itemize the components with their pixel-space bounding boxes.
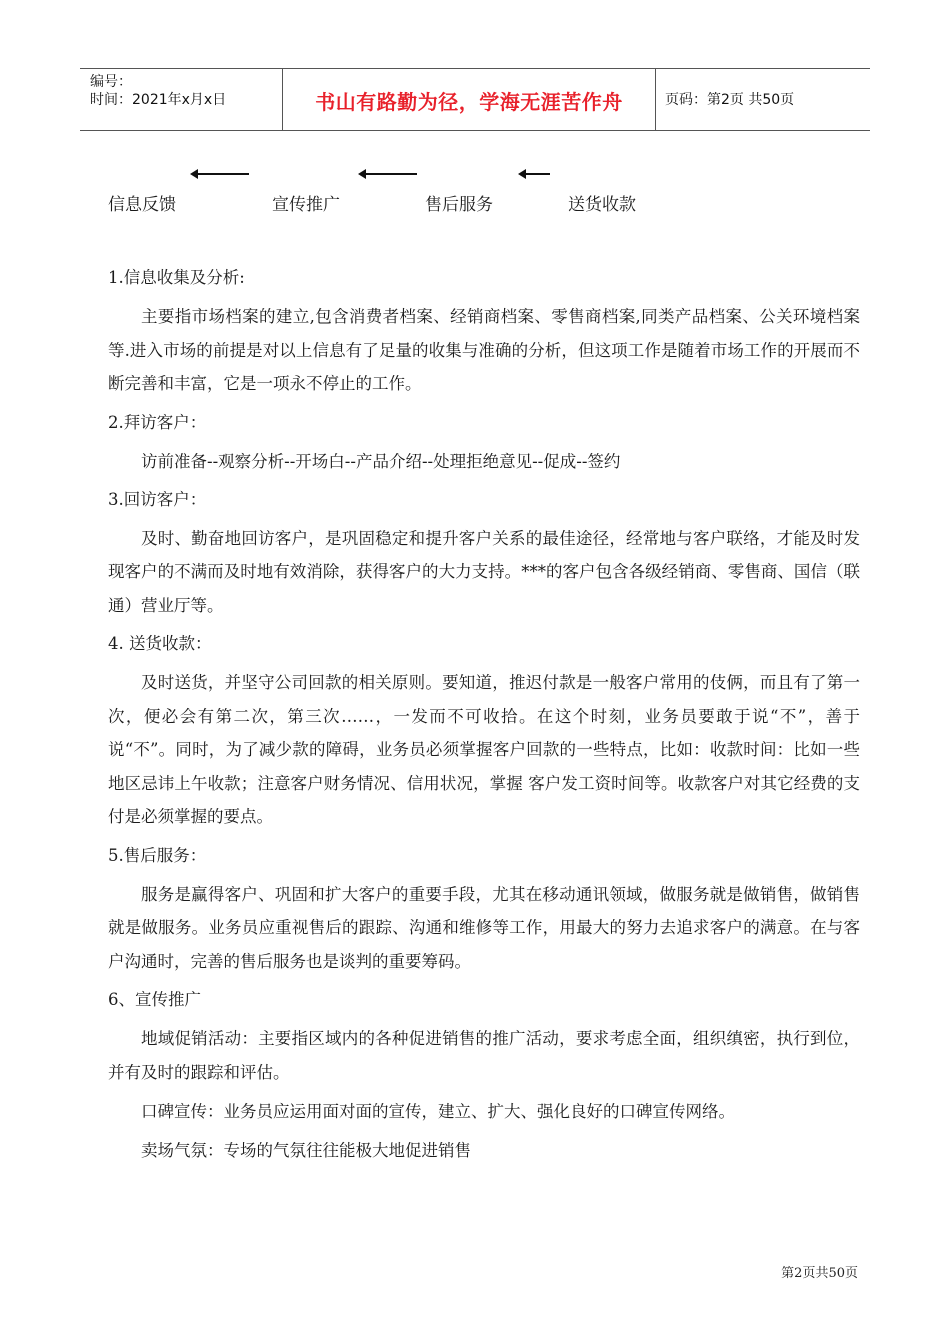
- header-motto-cell: [282, 69, 656, 130]
- flow-label-feedback: 信息反馈: [108, 195, 176, 215]
- header-page-cell: [655, 69, 870, 130]
- section-1-paragraph: 主要指市场档案的建立,包含消费者档案、经销商档案、零售商档案,同类产品档案、公关环境档案等.进入市场的前提是对以上信息有了足量的收集与准确的分析，但这项工作是随着市场工作的开展而不断完善和丰富，它是一项永不停止的工作。: [108, 307, 860, 393]
- section-5-heading: 5.售后服务：: [108, 845, 207, 865]
- document-body: [108, 262, 860, 1173]
- section-4-heading: 4. 送货收款：: [108, 634, 212, 653]
- section-2-heading: 2.拜访客户：: [108, 412, 207, 432]
- flow-arrow-3: [525, 173, 550, 175]
- section-6-store-atmosphere: 卖场气氛：专场的气氛往往能极大地促进销售: [141, 1141, 471, 1160]
- section-6-word-of-mouth: 口碑宣传：业务员应运用面对面的宣传，建立、扩大、强化良好的口碑宣传网络。: [141, 1102, 735, 1121]
- page-footer: 第2页共50页: [781, 1266, 858, 1281]
- page-header: [80, 68, 870, 131]
- time-label: 时间：2021年x月x日: [90, 92, 227, 108]
- flow-label-promotion: 宣传推广: [272, 195, 340, 215]
- flow-label-after-sales: 售后服务: [425, 195, 493, 215]
- page-code: 页码：第2页 共50页: [665, 92, 795, 108]
- section-1-heading: 1.信息收集及分析:: [108, 268, 245, 287]
- section-3-paragraph: 及时、勤奋地回访客户，是巩固稳定和提升客户关系的最佳途径，经常地与客户联络，才能及时发现客户的不满而及时地有效消除，获得客户的大力支持。***的客户包含各级经销商、零售商、国信（联通）营业厅等。: [108, 528, 860, 615]
- flow-label-delivery: 送货收款: [568, 195, 636, 215]
- flow-arrow-2: [365, 173, 417, 175]
- section-6-heading: 6、宣传推广: [108, 990, 201, 1009]
- serial-label: 编号：: [90, 74, 132, 90]
- section-5-paragraph: 服务是赢得客户、巩固和扩大客户的重要手段，尤其在移动通讯领域，做服务就是做销售，做销售就是做服务。业务员应重视售后的跟踪、沟通和维修等工作，用最大的努力去追求客户的满意。在与客户沟通时，完善的售后服务也是谈判的重要筹码。: [108, 884, 860, 971]
- motto-text: 书山有路勤为径，学海无涯苦作舟: [315, 90, 623, 114]
- section-6-paragraph: 地域促销活动：主要指区域内的各种促进销售的推广活动，要求考虑全面，组织缜密，执行到位，并有及时的跟踪和评估。: [108, 1029, 860, 1082]
- section-2-steps: 访前准备--观察分析--开场白--产品介绍--处理拒绝意见--促成--签约: [141, 451, 621, 471]
- flow-arrow-1: [197, 173, 249, 175]
- section-3-heading: 3.回访客户：: [108, 489, 207, 509]
- section-4-paragraph: 及时送货，并坚守公司回款的相关原则。要知道，推迟付款是一般客户常用的伎俩，而且有了第一次，便必会有第二次，第三次……，一发而不可收拾。在这个时刻，业务员要敢于说“不”，善于说“不”。同时，为了减少款的障碍，业务员必须掌握客户回款的一些特点，比如：收款时间：比如一些地区忌讳上午收款；注意客户财务情况、信用状况，掌握 客户发工资时间等。收款客户对其它经费的支付是必须掌握的要点。: [108, 673, 860, 826]
- header-meta-cell: [80, 69, 282, 130]
